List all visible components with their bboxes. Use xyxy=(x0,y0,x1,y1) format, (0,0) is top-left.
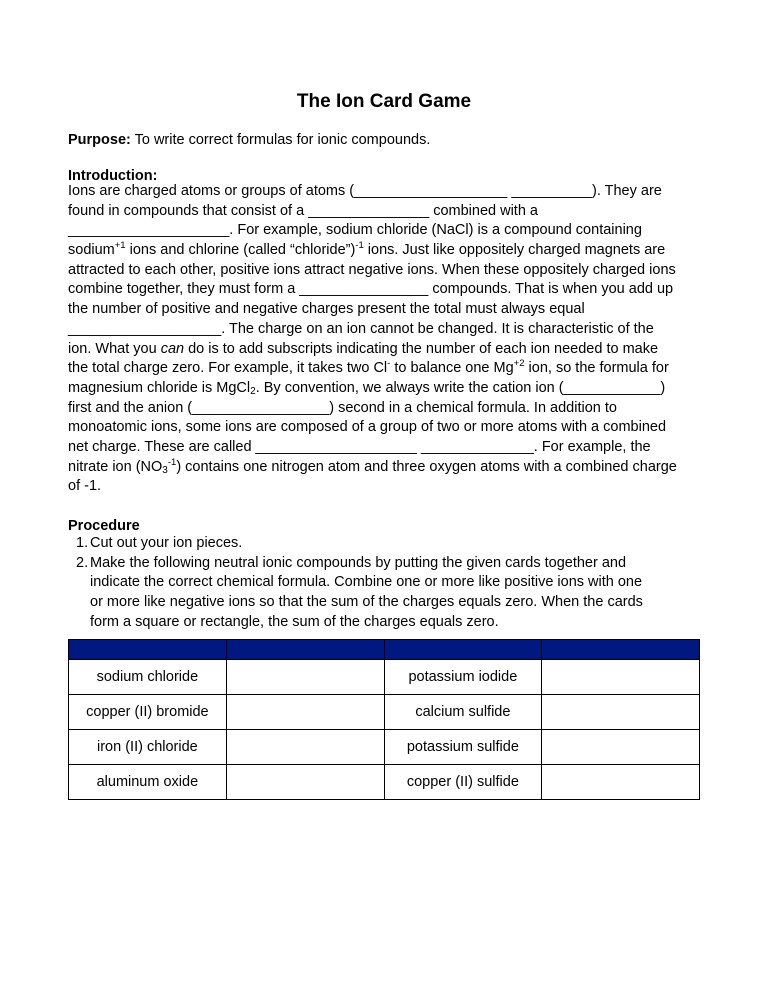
step-line: Cut out your ion pieces. xyxy=(90,535,243,551)
intro-line: ion. What you can do is to add subscripts indicating the number of each ion needed to make xyxy=(68,340,659,357)
formula-cell[interactable] xyxy=(542,660,700,695)
compound-name-cell: aluminum oxide xyxy=(69,765,227,800)
formula-cell[interactable] xyxy=(226,695,384,730)
procedure-heading: Procedure xyxy=(68,518,140,534)
step-line: or more like negative ions so that the sum of the charges equals zero. When the cards xyxy=(90,594,643,611)
step-line: Make the following neutral ionic compounds by putting the given cards together and xyxy=(90,554,627,571)
purpose-line xyxy=(68,131,708,151)
intro-line: the number of positive and negative charges present the total must always equal xyxy=(68,301,585,318)
step-line: form a square or rectangle, the sum of the charges equals zero. xyxy=(90,613,499,630)
formula-cell[interactable] xyxy=(226,765,384,800)
procedure-step xyxy=(68,535,708,555)
page-title: The Ion Card Game xyxy=(296,91,472,112)
intro-line: net charge. These are called ____________________ ______________. For example, the xyxy=(68,438,651,455)
procedure-step xyxy=(68,555,708,634)
intro-line: first and the anion (_________________) second in a chemical formula. In addition to xyxy=(68,399,617,416)
header-name: NAME xyxy=(69,640,227,660)
compound-name-cell: potassium iodide xyxy=(384,660,542,695)
intro-line: ___________________. The charge on an ion cannot be changed. It is characteristic of the xyxy=(68,320,654,337)
step-number: 1. xyxy=(76,535,89,551)
introduction-heading: Introduction: xyxy=(68,168,158,184)
procedure-steps xyxy=(68,535,708,633)
step-line: indicate the correct chemical formula. Combine one or more like positive ions with one xyxy=(90,574,643,591)
table-row xyxy=(69,765,700,800)
header-name: NAME xyxy=(384,640,542,660)
intro-line: magnesium chloride is MgCl$_2$. By convention, we always write the cation ion (____________) xyxy=(68,379,666,397)
intro-line: ____________________. For example, sodium chloride (NaCl) is a compound containing xyxy=(68,222,642,239)
table-row xyxy=(69,730,700,765)
intro-line: Ions are charged atoms or groups of atoms (___________________ __________). They are xyxy=(68,183,662,199)
purpose-label: Purpose: xyxy=(68,132,131,148)
header-formula: Formula xyxy=(542,640,700,660)
intro-line: monoatomic ions, some ions are composed of a group of two or more atoms with a combined xyxy=(68,419,667,436)
intro-line: found in compounds that consist of a _______________ combined with a xyxy=(68,202,538,219)
compound-name-cell: iron (II) chloride xyxy=(69,730,227,765)
table-header-row xyxy=(69,640,700,660)
intro-line: nitrate ion $(NO_3^{-1})$ contains one nitrogen atom and three oxygen atoms with a combined charge xyxy=(68,456,677,476)
formula-cell[interactable] xyxy=(542,765,700,800)
header-formula: Formula xyxy=(226,640,384,660)
formula-cell[interactable] xyxy=(226,660,384,695)
compound-name-cell: copper (II) bromide xyxy=(69,695,227,730)
table-row xyxy=(69,695,700,730)
formula-cell[interactable] xyxy=(542,695,700,730)
table-row xyxy=(69,660,700,695)
formula-cell[interactable] xyxy=(542,730,700,765)
intro-line: of -1. xyxy=(68,478,102,495)
compound-name-cell: calcium sulfide xyxy=(384,695,542,730)
compound-name-cell: copper (II) sulfide xyxy=(384,765,542,800)
purpose-text: To write correct formulas for ionic compounds. xyxy=(130,132,431,148)
intro-line: attracted to each other, positive ions attract negative ions. When these oppositely charged ions xyxy=(68,261,676,278)
intro-line: sodium$^{+1}$ ions and chlorine (called “chloride”)$^{-1}$ ions. Just like oppositely charged magnets are xyxy=(68,240,666,259)
step-number: 2. xyxy=(76,554,89,571)
compound-name-cell: sodium chloride xyxy=(69,660,227,695)
compound-name-cell: potassium sulfide xyxy=(384,730,542,765)
intro-line: the total charge zero. For example, it takes two Cl- to balance one $Mg^{+2}$ ion, so the formula for xyxy=(68,358,669,377)
compound-table xyxy=(68,639,700,800)
intro-line: combine together, they must form a ________________ compounds. That is when you add up xyxy=(68,281,674,298)
formula-cell[interactable] xyxy=(226,730,384,765)
introduction-text xyxy=(68,182,708,497)
